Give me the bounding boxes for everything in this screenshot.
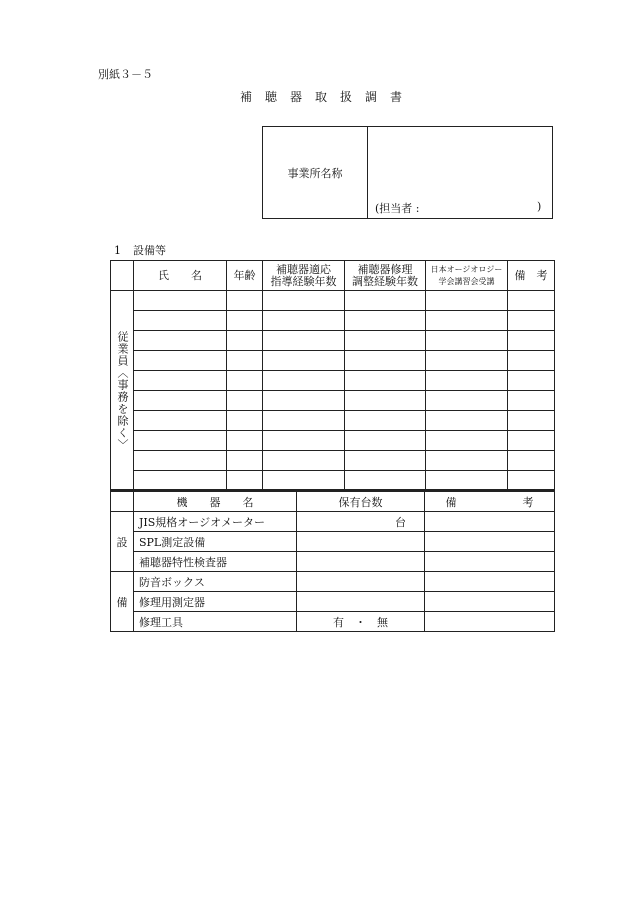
remarks-cell[interactable] bbox=[508, 311, 555, 331]
table-row bbox=[111, 592, 555, 612]
age-cell[interactable] bbox=[227, 371, 263, 391]
audiology-cell[interactable] bbox=[426, 411, 508, 431]
document-reference: 別紙３－５ bbox=[98, 68, 153, 81]
header-equipment-remarks: 備 考 bbox=[425, 491, 555, 512]
age-cell[interactable] bbox=[227, 471, 263, 491]
table-row bbox=[111, 431, 555, 451]
header-blank bbox=[111, 491, 134, 512]
table-row bbox=[111, 572, 555, 592]
equipment-name: SPL測定設備 bbox=[134, 532, 297, 552]
header-repair-experience bbox=[345, 261, 426, 291]
table-row bbox=[111, 391, 555, 411]
table-row bbox=[111, 612, 555, 632]
repair-cell[interactable] bbox=[345, 291, 426, 311]
table-row bbox=[111, 351, 555, 371]
name-cell[interactable] bbox=[134, 351, 227, 371]
header-remarks: 備 考 bbox=[508, 261, 555, 291]
count-cell[interactable] bbox=[297, 572, 425, 592]
remarks-cell[interactable] bbox=[508, 431, 555, 451]
header-age: 年齢 bbox=[227, 261, 263, 291]
table-row bbox=[111, 371, 555, 391]
contact-person-field[interactable] bbox=[375, 200, 542, 216]
fitting-cell[interactable] bbox=[263, 291, 345, 311]
repair-cell[interactable] bbox=[345, 371, 426, 391]
equipment-side-top: 設 bbox=[111, 512, 134, 572]
age-cell[interactable] bbox=[227, 311, 263, 331]
header-fitting-experience bbox=[263, 261, 345, 291]
remarks-cell[interactable] bbox=[508, 331, 555, 351]
audiology-cell[interactable] bbox=[426, 471, 508, 491]
age-cell[interactable] bbox=[227, 391, 263, 411]
audiology-cell[interactable] bbox=[426, 431, 508, 451]
table-row bbox=[111, 411, 555, 431]
count-cell[interactable] bbox=[297, 592, 425, 612]
age-cell[interactable] bbox=[227, 411, 263, 431]
name-cell[interactable] bbox=[134, 471, 227, 491]
repair-cell[interactable] bbox=[345, 311, 426, 331]
header-fitting-line1: 補聴器適応 bbox=[276, 262, 331, 276]
section-heading bbox=[114, 242, 166, 258]
header-audiology-line1: 日本オージオロジー bbox=[430, 264, 503, 274]
repair-cell[interactable] bbox=[345, 431, 426, 451]
remarks-cell[interactable] bbox=[425, 552, 555, 572]
remarks-cell[interactable] bbox=[425, 612, 555, 632]
header-name: 氏 名 bbox=[134, 261, 227, 291]
equipment-side-bottom: 備 bbox=[111, 572, 134, 632]
repair-cell[interactable] bbox=[345, 411, 426, 431]
repair-cell[interactable] bbox=[345, 331, 426, 351]
equipment-name: 修理用測定器 bbox=[134, 592, 297, 612]
header-repair-line2: 調整経験年数 bbox=[352, 274, 418, 288]
table-row bbox=[111, 532, 555, 552]
remarks-cell[interactable] bbox=[508, 391, 555, 411]
staff-header-row bbox=[111, 261, 555, 291]
table-row bbox=[111, 552, 555, 572]
age-cell[interactable] bbox=[227, 351, 263, 371]
equipment-table bbox=[110, 489, 555, 632]
remarks-cell[interactable] bbox=[508, 371, 555, 391]
fitting-cell[interactable] bbox=[263, 371, 345, 391]
name-cell[interactable] bbox=[134, 451, 227, 471]
fitting-cell[interactable] bbox=[263, 451, 345, 471]
name-cell[interactable] bbox=[134, 331, 227, 351]
contact-close: ) bbox=[537, 200, 542, 213]
header-audiology-course bbox=[426, 261, 508, 291]
audiology-cell[interactable] bbox=[426, 351, 508, 371]
table-row bbox=[111, 512, 555, 532]
fitting-cell[interactable] bbox=[263, 391, 345, 411]
audiology-cell[interactable] bbox=[426, 451, 508, 471]
name-cell[interactable] bbox=[134, 391, 227, 411]
table-row bbox=[111, 291, 555, 311]
count-cell[interactable] bbox=[297, 552, 425, 572]
repair-cell[interactable] bbox=[345, 351, 426, 371]
section-title: 設備等 bbox=[133, 244, 166, 257]
staff-table bbox=[110, 260, 555, 491]
document-title: 補聴器取扱調書 bbox=[240, 90, 416, 104]
header-blank bbox=[111, 261, 134, 291]
has-tools-choice[interactable]: 有 ・ 無 bbox=[297, 612, 425, 632]
table-row bbox=[111, 331, 555, 351]
age-cell[interactable] bbox=[227, 451, 263, 471]
remarks-cell[interactable] bbox=[425, 592, 555, 612]
repair-cell[interactable] bbox=[345, 471, 426, 491]
repair-cell[interactable] bbox=[345, 391, 426, 411]
fitting-cell[interactable] bbox=[263, 431, 345, 451]
header-fitting-line2: 指導経験年数 bbox=[270, 274, 337, 288]
fitting-cell[interactable] bbox=[263, 311, 345, 331]
age-cell[interactable] bbox=[227, 331, 263, 351]
name-cell[interactable] bbox=[134, 411, 227, 431]
remarks-cell[interactable] bbox=[508, 471, 555, 491]
audiology-cell[interactable] bbox=[426, 311, 508, 331]
fitting-cell[interactable] bbox=[263, 331, 345, 351]
count-cell[interactable] bbox=[297, 532, 425, 552]
name-cell[interactable] bbox=[134, 371, 227, 391]
header-count: 保有台数 bbox=[297, 491, 425, 512]
equipment-name: JIS規格オージオメーター bbox=[134, 512, 297, 532]
fitting-cell[interactable] bbox=[263, 471, 345, 491]
table-row bbox=[111, 471, 555, 491]
equipment-name: 防音ボックス bbox=[134, 572, 297, 592]
remarks-cell[interactable] bbox=[425, 532, 555, 552]
remarks-cell[interactable] bbox=[508, 411, 555, 431]
staff-side-label: 従業員︿事務を除く﹀ bbox=[111, 291, 134, 491]
repair-cell[interactable] bbox=[345, 451, 426, 471]
remarks-cell[interactable] bbox=[425, 512, 555, 532]
count-unit: 台 bbox=[395, 515, 406, 529]
name-cell[interactable] bbox=[134, 431, 227, 451]
fitting-cell[interactable] bbox=[263, 351, 345, 371]
name-cell[interactable] bbox=[134, 291, 227, 311]
name-cell[interactable] bbox=[134, 311, 227, 331]
equipment-name: 補聴器特性検査器 bbox=[134, 552, 297, 572]
table-row bbox=[111, 451, 555, 471]
remarks-cell[interactable] bbox=[425, 572, 555, 592]
contact-open: (担当者 : bbox=[375, 202, 420, 215]
remarks-cell[interactable] bbox=[508, 451, 555, 471]
audiology-cell[interactable] bbox=[426, 331, 508, 351]
equipment-header-row bbox=[111, 491, 555, 512]
age-cell[interactable] bbox=[227, 431, 263, 451]
audiology-cell[interactable] bbox=[426, 291, 508, 311]
count-cell[interactable] bbox=[297, 512, 425, 532]
office-name-label: 事業所名称 bbox=[263, 127, 368, 218]
audiology-cell[interactable] bbox=[426, 391, 508, 411]
audiology-cell[interactable] bbox=[426, 371, 508, 391]
office-name-box bbox=[262, 126, 553, 219]
age-cell[interactable] bbox=[227, 291, 263, 311]
equipment-name: 修理工具 bbox=[134, 612, 297, 632]
remarks-cell[interactable] bbox=[508, 351, 555, 371]
header-repair-line1: 補聴器修理 bbox=[357, 262, 413, 276]
header-equipment-name: 機 器 名 bbox=[134, 491, 297, 512]
fitting-cell[interactable] bbox=[263, 411, 345, 431]
table-row bbox=[111, 311, 555, 331]
header-audiology-line2: 学会講習会受講 bbox=[438, 276, 495, 286]
section-number: 1 bbox=[114, 244, 121, 257]
remarks-cell[interactable] bbox=[508, 291, 555, 311]
